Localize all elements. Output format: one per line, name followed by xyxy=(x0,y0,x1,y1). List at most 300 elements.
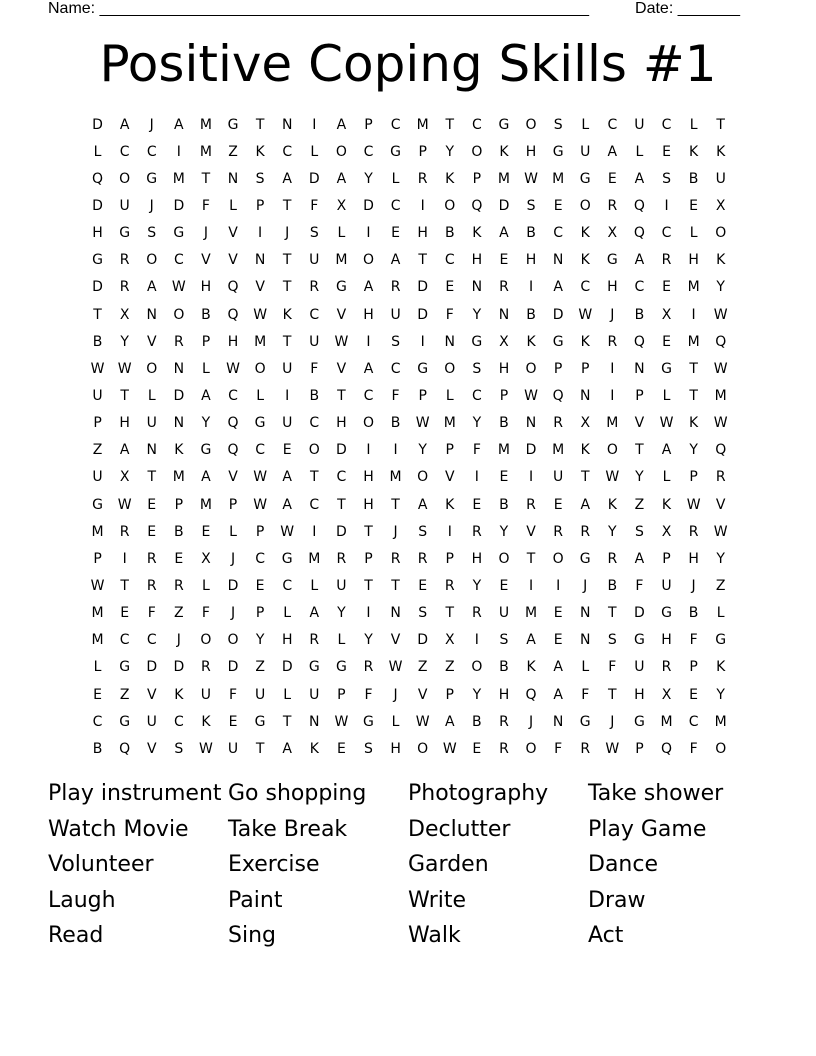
grid-letter[interactable]: H xyxy=(336,415,347,432)
grid-letter[interactable]: J xyxy=(176,632,181,649)
grid-letter[interactable]: Q xyxy=(227,442,239,459)
grid-letter[interactable]: W xyxy=(226,360,240,377)
grid-letter[interactable]: V xyxy=(417,686,428,703)
grid-letter[interactable]: W xyxy=(117,496,132,513)
grid-letter[interactable]: W xyxy=(524,170,538,187)
grid-letter[interactable]: A xyxy=(363,360,374,377)
grid-letter[interactable]: S xyxy=(662,170,671,187)
grid-letter[interactable]: D xyxy=(173,387,185,404)
grid-letter[interactable]: Q xyxy=(715,333,727,350)
grid-letter[interactable]: A xyxy=(174,116,184,133)
grid-letter[interactable]: H xyxy=(471,252,483,269)
grid-letter[interactable]: I xyxy=(610,387,615,404)
grid-letter[interactable]: M xyxy=(552,170,565,187)
grid-letter[interactable]: L xyxy=(581,659,590,676)
grid-letter[interactable]: D xyxy=(173,197,185,214)
grid-letter[interactable]: S xyxy=(634,523,644,540)
grid-letter[interactable]: E xyxy=(445,279,455,296)
grid-letter[interactable]: W xyxy=(90,360,105,377)
grid-letter[interactable]: L xyxy=(662,387,671,404)
grid-letter[interactable]: S xyxy=(526,197,536,214)
grid-letter[interactable]: W xyxy=(415,415,430,432)
grid-letter[interactable]: F xyxy=(310,197,319,214)
grid-letter[interactable]: I xyxy=(176,143,181,160)
grid-letter[interactable]: O xyxy=(308,442,320,459)
grid-letter[interactable]: L xyxy=(283,686,292,703)
grid-letter[interactable]: E xyxy=(662,333,671,350)
grid-letter[interactable]: F xyxy=(689,632,698,649)
grid-letter[interactable]: P xyxy=(364,550,373,567)
grid-letter[interactable]: C xyxy=(309,415,320,432)
grid-letter[interactable]: E xyxy=(553,496,563,513)
grid-letter[interactable]: I xyxy=(447,523,452,540)
grid-letter[interactable]: I xyxy=(366,605,371,622)
grid-letter[interactable]: H xyxy=(471,550,483,567)
grid-letter[interactable]: F xyxy=(554,740,563,757)
grid-letter[interactable]: Q xyxy=(525,686,537,703)
grid-letter[interactable]: C xyxy=(363,143,374,160)
grid-letter[interactable]: R xyxy=(146,550,157,567)
grid-letter[interactable]: N xyxy=(227,170,239,187)
grid-letter[interactable]: G xyxy=(363,713,374,730)
grid-letter[interactable]: K xyxy=(472,225,482,242)
grid-letter[interactable]: P xyxy=(635,387,644,404)
grid-letter[interactable]: M xyxy=(714,387,727,404)
grid-letter[interactable]: O xyxy=(471,143,483,160)
grid-letter[interactable]: R xyxy=(173,577,184,594)
grid-letter[interactable]: G xyxy=(173,225,185,242)
grid-letter[interactable]: E xyxy=(607,170,617,187)
grid-letter[interactable]: J xyxy=(285,225,290,242)
grid-letter[interactable]: R xyxy=(471,523,482,540)
grid-letter[interactable]: D xyxy=(173,659,185,676)
grid-letter[interactable]: R xyxy=(336,550,347,567)
grid-letter[interactable]: U xyxy=(282,360,293,377)
grid-letter[interactable]: A xyxy=(282,170,292,187)
grid-letter[interactable]: O xyxy=(362,252,374,269)
grid-letter[interactable]: A xyxy=(661,442,672,459)
grid-letter[interactable]: S xyxy=(309,225,319,242)
grid-letter[interactable]: Y xyxy=(418,442,427,459)
grid-letter[interactable]: S xyxy=(472,360,482,377)
grid-letter[interactable]: J xyxy=(230,605,236,622)
grid-letter[interactable]: R xyxy=(201,659,211,676)
grid-letter[interactable]: G xyxy=(633,632,645,649)
grid-letter[interactable]: R xyxy=(580,523,591,540)
grid-letter[interactable]: X xyxy=(661,523,672,540)
grid-letter[interactable]: A xyxy=(634,170,645,187)
grid-letter[interactable]: A xyxy=(634,550,645,567)
grid-letter[interactable]: Z xyxy=(417,659,428,676)
grid-letter[interactable]: W xyxy=(90,577,105,594)
grid-letter[interactable]: A xyxy=(553,659,563,676)
grid-letter[interactable]: A xyxy=(282,740,292,757)
grid-letter[interactable]: F xyxy=(147,605,156,622)
grid-letter[interactable]: T xyxy=(147,469,157,486)
grid-letter[interactable]: S xyxy=(364,740,373,757)
grid-letter[interactable]: Q xyxy=(471,197,483,214)
grid-letter[interactable]: R xyxy=(688,523,699,540)
grid-letter[interactable]: O xyxy=(200,632,212,649)
grid-letter[interactable]: V xyxy=(146,740,157,757)
grid-letter[interactable]: G xyxy=(227,116,239,133)
grid-letter[interactable]: K xyxy=(580,252,590,269)
grid-letter[interactable]: U xyxy=(146,713,157,730)
grid-letter[interactable]: T xyxy=(282,197,292,214)
grid-letter[interactable]: U xyxy=(282,415,293,432)
grid-letter[interactable]: R xyxy=(390,279,401,296)
grid-letter[interactable]: S xyxy=(418,523,428,540)
grid-letter[interactable]: Y xyxy=(201,415,211,432)
grid-letter[interactable]: F xyxy=(310,360,319,377)
grid-letter[interactable]: N xyxy=(309,713,320,730)
grid-letter[interactable]: K xyxy=(499,143,509,160)
grid-letter[interactable]: M xyxy=(687,333,700,350)
grid-letter[interactable]: V xyxy=(715,496,726,513)
grid-letter[interactable]: R xyxy=(444,577,455,594)
grid-letter[interactable]: W xyxy=(415,713,430,730)
grid-letter[interactable]: V xyxy=(228,252,238,269)
grid-letter[interactable]: H xyxy=(498,360,510,377)
grid-letter[interactable]: A xyxy=(499,225,509,242)
grid-letter[interactable]: P xyxy=(662,550,671,567)
grid-letter[interactable]: S xyxy=(499,632,509,649)
grid-letter[interactable]: R xyxy=(607,550,618,567)
grid-letter[interactable]: M xyxy=(497,170,510,187)
grid-letter[interactable]: K xyxy=(716,143,726,160)
grid-letter[interactable]: U xyxy=(390,306,401,323)
grid-letter[interactable]: I xyxy=(122,550,127,567)
grid-letter[interactable]: T xyxy=(282,252,292,269)
grid-letter[interactable]: V xyxy=(444,469,455,486)
grid-letter[interactable]: U xyxy=(634,116,645,133)
grid-letter[interactable]: V xyxy=(526,523,536,540)
grid-letter[interactable]: O xyxy=(525,360,537,377)
grid-letter[interactable]: I xyxy=(528,279,534,296)
grid-letter[interactable]: N xyxy=(173,415,185,432)
grid-letter[interactable]: M xyxy=(606,415,619,432)
grid-letter[interactable]: D xyxy=(281,659,293,676)
grid-letter[interactable]: H xyxy=(363,306,374,323)
grid-letter[interactable]: P xyxy=(689,659,698,676)
grid-letter[interactable]: N xyxy=(498,306,510,323)
grid-letter[interactable]: C xyxy=(173,252,184,269)
grid-letter[interactable]: I xyxy=(528,469,534,486)
grid-letter[interactable]: U xyxy=(146,415,157,432)
grid-letter[interactable]: I xyxy=(393,442,398,459)
grid-letter[interactable]: R xyxy=(499,713,509,730)
grid-letter[interactable]: D xyxy=(92,116,103,133)
grid-letter[interactable]: G xyxy=(661,605,672,622)
grid-letter[interactable]: J xyxy=(528,713,534,730)
grid-letter[interactable]: R xyxy=(471,605,482,622)
grid-letter[interactable]: T xyxy=(364,523,373,540)
grid-letter[interactable]: G xyxy=(498,116,510,133)
grid-letter[interactable]: C xyxy=(309,306,320,323)
grid-letter[interactable]: U xyxy=(309,252,320,269)
grid-letter[interactable]: T xyxy=(391,496,400,513)
grid-letter[interactable]: L xyxy=(337,225,346,242)
grid-letter[interactable]: Y xyxy=(364,632,373,649)
grid-letter[interactable]: L xyxy=(229,523,237,540)
grid-letter[interactable]: I xyxy=(474,469,479,486)
grid-letter[interactable]: U xyxy=(254,686,266,703)
grid-letter[interactable]: P xyxy=(499,387,509,404)
grid-letter[interactable]: V xyxy=(255,279,265,296)
grid-letter[interactable]: C xyxy=(634,279,645,296)
grid-letter[interactable]: J xyxy=(583,577,588,594)
grid-letter[interactable]: O xyxy=(498,550,510,567)
grid-letter[interactable]: K xyxy=(309,740,319,757)
grid-letter[interactable]: E xyxy=(255,577,265,594)
grid-letter[interactable]: C xyxy=(228,387,238,404)
grid-letter[interactable]: U xyxy=(309,686,320,703)
grid-letter[interactable]: B xyxy=(688,170,699,187)
grid-letter[interactable]: B xyxy=(309,387,320,404)
grid-letter[interactable]: A xyxy=(282,496,292,513)
grid-letter[interactable]: T xyxy=(445,605,455,622)
grid-letter[interactable]: Q xyxy=(633,225,645,242)
grid-letter[interactable]: N xyxy=(552,713,564,730)
grid-letter[interactable]: W xyxy=(280,523,295,540)
grid-letter[interactable]: B xyxy=(526,225,536,242)
grid-letter[interactable]: T xyxy=(282,713,292,730)
grid-letter[interactable]: I xyxy=(312,116,317,133)
grid-letter[interactable]: S xyxy=(147,225,157,242)
grid-letter[interactable]: E xyxy=(553,605,563,622)
grid-letter[interactable]: L xyxy=(93,143,102,160)
grid-letter[interactable]: Z xyxy=(228,143,238,160)
grid-letter[interactable]: W xyxy=(199,740,213,757)
grid-letter[interactable]: A xyxy=(336,170,347,187)
grid-letter[interactable]: E xyxy=(228,713,238,730)
grid-letter[interactable]: V xyxy=(146,333,157,350)
grid-letter[interactable]: A xyxy=(417,496,428,513)
grid-letter[interactable]: F xyxy=(228,686,238,703)
grid-letter[interactable]: H xyxy=(119,415,130,432)
grid-letter[interactable]: O xyxy=(173,306,185,323)
grid-letter[interactable]: T xyxy=(391,577,400,594)
grid-letter[interactable]: U xyxy=(119,197,130,214)
grid-letter[interactable]: C xyxy=(119,143,130,160)
grid-letter[interactable]: G xyxy=(471,333,483,350)
grid-letter[interactable]: E xyxy=(499,252,509,269)
grid-letter[interactable]: L xyxy=(689,225,698,242)
grid-letter[interactable]: R xyxy=(526,496,536,513)
grid-letter[interactable]: W xyxy=(605,469,620,486)
grid-letter[interactable]: T xyxy=(689,387,698,404)
grid-letter[interactable]: A xyxy=(119,442,130,459)
grid-letter[interactable]: H xyxy=(688,252,699,269)
grid-letter[interactable]: F xyxy=(635,577,644,594)
grid-letter[interactable]: O xyxy=(254,360,266,377)
grid-letter[interactable]: U xyxy=(498,605,510,622)
grid-letter[interactable]: J xyxy=(149,197,154,214)
grid-letter[interactable]: A xyxy=(553,686,563,703)
grid-letter[interactable]: O xyxy=(525,116,537,133)
grid-letter[interactable]: C xyxy=(336,469,347,486)
grid-letter[interactable]: Y xyxy=(364,170,373,187)
grid-letter[interactable]: V xyxy=(336,306,347,323)
grid-letter[interactable]: L xyxy=(662,469,671,486)
grid-letter[interactable]: T xyxy=(282,279,292,296)
grid-letter[interactable]: X xyxy=(661,306,672,323)
grid-letter[interactable]: O xyxy=(525,740,537,757)
grid-letter[interactable]: A xyxy=(526,632,536,649)
grid-letter[interactable]: G xyxy=(417,360,429,377)
grid-letter[interactable]: T xyxy=(120,387,129,404)
grid-letter[interactable]: B xyxy=(607,577,618,594)
grid-letter[interactable]: P xyxy=(689,469,698,486)
grid-letter[interactable]: N xyxy=(173,360,185,377)
grid-letter[interactable]: V xyxy=(634,415,645,432)
grid-letter[interactable]: Y xyxy=(608,523,617,540)
grid-letter[interactable]: D xyxy=(336,523,347,540)
grid-letter[interactable]: K xyxy=(716,252,726,269)
grid-letter[interactable]: T xyxy=(418,252,427,269)
grid-letter[interactable]: M xyxy=(308,550,321,567)
grid-letter[interactable]: F xyxy=(201,605,210,622)
grid-letter[interactable]: E xyxy=(662,143,671,160)
grid-letter[interactable]: M xyxy=(91,632,104,649)
grid-letter[interactable]: E xyxy=(120,605,130,622)
grid-letter[interactable]: K xyxy=(580,442,590,459)
grid-letter[interactable]: T xyxy=(120,577,129,594)
grid-letter[interactable]: R xyxy=(553,415,563,432)
grid-letter[interactable]: P xyxy=(255,523,265,540)
grid-letter[interactable]: Q xyxy=(552,387,564,404)
grid-letter[interactable]: G xyxy=(92,496,103,513)
grid-letter[interactable]: S xyxy=(553,116,563,133)
grid-letter[interactable]: D xyxy=(92,197,103,214)
grid-letter[interactable]: O xyxy=(471,659,483,676)
grid-letter[interactable]: P xyxy=(201,333,211,350)
grid-letter[interactable]: U xyxy=(92,387,103,404)
grid-letter[interactable]: I xyxy=(556,577,561,594)
grid-letter[interactable]: B xyxy=(92,740,103,757)
grid-letter[interactable]: U xyxy=(715,170,726,187)
grid-letter[interactable]: D xyxy=(308,170,320,187)
grid-letter[interactable]: K xyxy=(661,496,672,513)
grid-letter[interactable]: S xyxy=(391,333,401,350)
grid-letter[interactable]: K xyxy=(445,170,455,187)
grid-letter[interactable]: T xyxy=(364,577,373,594)
grid-letter[interactable]: W xyxy=(713,306,728,323)
grid-letter[interactable]: M xyxy=(552,442,565,459)
grid-letter[interactable]: X xyxy=(119,469,130,486)
grid-letter[interactable]: S xyxy=(255,170,265,187)
grid-letter[interactable]: T xyxy=(337,387,346,404)
grid-letter[interactable]: I xyxy=(610,360,615,377)
grid-letter[interactable]: U xyxy=(92,469,103,486)
grid-letter[interactable]: Y xyxy=(337,605,346,622)
grid-letter[interactable]: T xyxy=(310,469,319,486)
grid-letter[interactable]: N xyxy=(146,306,157,323)
grid-letter[interactable]: J xyxy=(203,225,208,242)
grid-letter[interactable]: U xyxy=(580,143,591,160)
grid-letter[interactable]: M xyxy=(714,713,727,730)
grid-letter[interactable]: W xyxy=(713,523,728,540)
grid-letter[interactable]: B xyxy=(499,659,509,676)
grid-letter[interactable]: T xyxy=(255,740,265,757)
grid-letter[interactable]: X xyxy=(119,306,130,323)
grid-letter[interactable]: B xyxy=(499,415,509,432)
grid-letter[interactable]: L xyxy=(716,605,725,622)
grid-letter[interactable]: A xyxy=(607,143,618,160)
grid-letter[interactable]: C xyxy=(146,632,157,649)
grid-letter[interactable]: W xyxy=(334,333,349,350)
grid-letter[interactable]: E xyxy=(147,496,157,513)
grid-letter[interactable]: H xyxy=(634,686,645,703)
grid-letter[interactable]: W xyxy=(171,279,186,296)
grid-letter[interactable]: R xyxy=(580,740,591,757)
grid-letter[interactable]: G xyxy=(281,550,293,567)
grid-letter[interactable]: M xyxy=(172,469,185,486)
grid-letter[interactable]: O xyxy=(146,360,158,377)
grid-letter[interactable]: Y xyxy=(472,577,482,594)
grid-letter[interactable]: P xyxy=(553,360,563,377)
grid-letter[interactable]: B xyxy=(444,225,455,242)
grid-letter[interactable]: Y xyxy=(472,415,482,432)
grid-letter[interactable]: E xyxy=(282,442,292,459)
grid-letter[interactable]: W xyxy=(659,415,674,432)
grid-letter[interactable]: C xyxy=(255,442,265,459)
grid-letter[interactable]: L xyxy=(147,387,156,404)
grid-letter[interactable]: K xyxy=(201,713,211,730)
grid-letter[interactable]: J xyxy=(393,686,398,703)
grid-letter[interactable]: P xyxy=(581,360,590,377)
grid-letter[interactable]: A xyxy=(201,469,211,486)
grid-letter[interactable]: D xyxy=(417,632,429,649)
grid-letter[interactable]: R xyxy=(607,197,618,214)
grid-letter[interactable]: C xyxy=(119,632,130,649)
grid-letter[interactable]: D xyxy=(552,306,564,323)
grid-letter[interactable]: K xyxy=(689,143,699,160)
grid-letter[interactable]: O xyxy=(444,360,456,377)
grid-letter[interactable]: C xyxy=(390,360,401,377)
grid-letter[interactable]: R xyxy=(553,523,563,540)
grid-letter[interactable]: C xyxy=(146,143,157,160)
grid-letter[interactable]: D xyxy=(227,659,239,676)
grid-letter[interactable]: Q xyxy=(661,740,673,757)
grid-letter[interactable]: G xyxy=(552,143,564,160)
grid-letter[interactable]: A xyxy=(634,252,645,269)
grid-letter[interactable]: W xyxy=(713,415,728,432)
grid-letter[interactable]: T xyxy=(526,550,536,567)
grid-letter[interactable]: N xyxy=(579,605,591,622)
grid-letter[interactable]: R xyxy=(607,333,618,350)
grid-letter[interactable]: M xyxy=(443,415,456,432)
grid-letter[interactable]: U xyxy=(661,577,672,594)
grid-letter[interactable]: S xyxy=(174,740,184,757)
grid-letter[interactable]: K xyxy=(580,333,590,350)
grid-letter[interactable]: V xyxy=(228,469,238,486)
grid-letter[interactable]: G xyxy=(119,659,131,676)
grid-letter[interactable]: B xyxy=(688,605,699,622)
grid-letter[interactable]: Z xyxy=(174,605,184,622)
grid-letter[interactable]: G xyxy=(579,550,591,567)
grid-letter[interactable]: K xyxy=(689,415,699,432)
grid-letter[interactable]: Y xyxy=(499,523,509,540)
grid-letter[interactable]: Y xyxy=(716,686,725,703)
grid-letter[interactable]: E xyxy=(391,225,400,242)
grid-letter[interactable]: U xyxy=(553,469,564,486)
grid-letter[interactable]: V xyxy=(146,686,157,703)
grid-letter[interactable]: B xyxy=(92,333,103,350)
grid-letter[interactable]: H xyxy=(661,632,672,649)
grid-letter[interactable]: Y xyxy=(716,279,725,296)
grid-letter[interactable]: A xyxy=(390,252,401,269)
